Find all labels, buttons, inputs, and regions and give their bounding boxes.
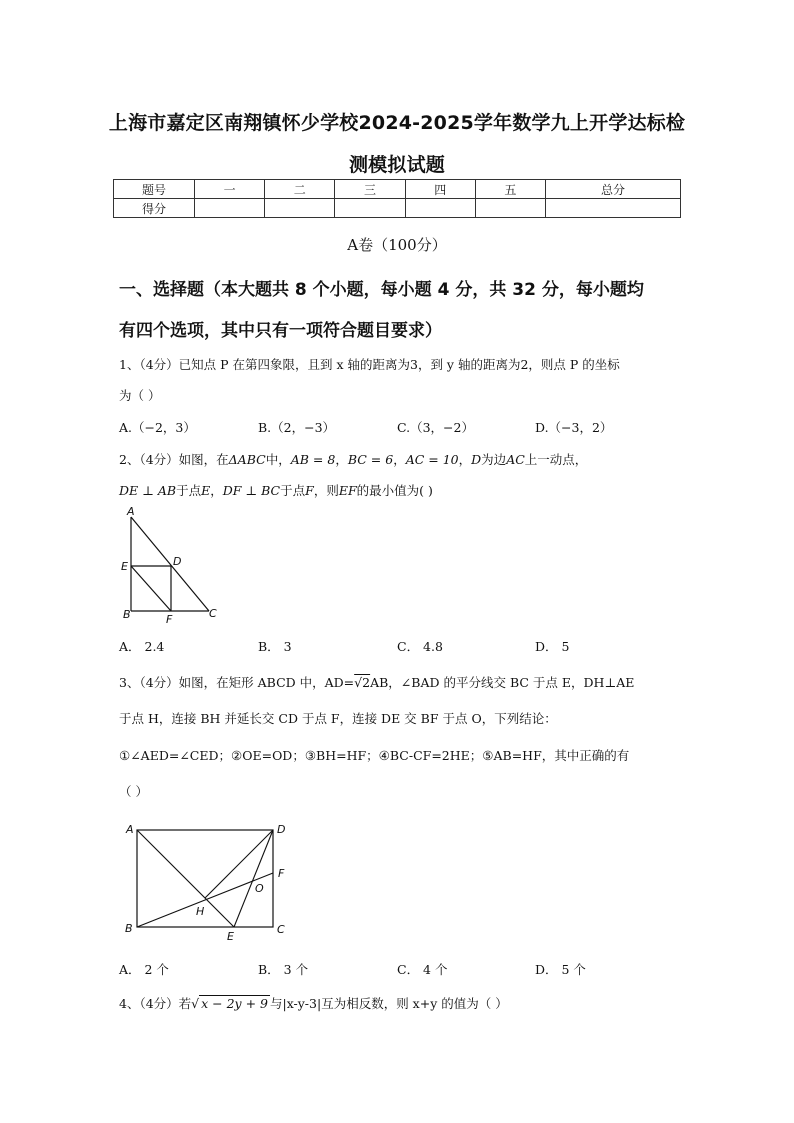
segment-ac [131, 517, 209, 611]
q2-figure [115, 505, 230, 630]
q2-text: 的最小值为( ) [356, 483, 433, 498]
q2-text: 为边 [481, 452, 507, 467]
q2-math: AC = 10 [405, 452, 459, 467]
label-o: O [255, 882, 264, 895]
score-blank [265, 199, 335, 218]
q2-math: BC = 6 [347, 452, 394, 467]
part1-heading-line1: 一、选择题（本大题共 8 个小题，每小题 4 分，共 32 分，每小题均 [119, 280, 644, 300]
q1-option-b: B.（2，−3） [258, 420, 336, 435]
section-a-title: A卷（100分） [347, 236, 447, 254]
q2-math: DF ⊥ BC [222, 483, 281, 498]
q3-stem-line3: ①∠AED=∠CED；②OE=OD；③BH=HF；④BC-CF=2HE；⑤AB=HF，其中正确的有 [119, 748, 630, 763]
q2-text: 2、（4分）如图，在 [119, 452, 229, 467]
label-f: F [278, 867, 285, 880]
label-f: F [166, 613, 173, 626]
score-blank [475, 199, 545, 218]
score-cell-5: 五 [475, 180, 545, 199]
sqrt-sign-icon: √ [191, 996, 200, 1011]
q4-text: 与|x-y-3|互为相反数，则 x+y 的值为（ ） [269, 996, 508, 1011]
score-cell-total: 总分 [546, 180, 681, 199]
q2-text: ， [458, 452, 472, 467]
score-table-score-row [114, 199, 681, 218]
score-cell-label: 题号 [114, 180, 195, 199]
score-cell-3: 三 [335, 180, 405, 199]
score-blank [546, 199, 681, 218]
q4-stem-line1 [119, 994, 508, 1012]
q1-option-d: D.（−3，2） [535, 420, 613, 435]
label-c: C [277, 923, 285, 936]
q3-option-b: B． 3 个 [258, 962, 309, 977]
label-c: C [209, 607, 217, 620]
q2-math: DE ⊥ AB [119, 483, 177, 498]
q3-stem-line2: 于点 H，连接 BH 并延长交 CD 于点 F，连接 DE 交 BF 于点 O，下列结论： [119, 711, 557, 726]
q2-option-d: D． 5 [535, 639, 570, 654]
q2-math: ΔABC [228, 452, 266, 467]
segment-bf [137, 873, 273, 927]
label-a: A [127, 505, 135, 518]
exam-title-line1: 上海市嘉定区南翔镇怀少学校2024-2025学年数学九上开学达标检 [108, 112, 686, 134]
label-e: E [227, 930, 234, 943]
segment-ae [137, 830, 234, 927]
q2-text: 上一动点， [524, 452, 588, 467]
part1-heading-line2: 有四个选项，其中只有一项符合题目要求） [119, 321, 442, 341]
score-cell-1: 一 [195, 180, 265, 199]
segment-ef [131, 566, 171, 611]
score-row-label: 得分 [114, 199, 195, 218]
q2-text: 中， [265, 452, 291, 467]
score-table [113, 179, 681, 218]
segment-de [234, 830, 273, 927]
label-a: A [126, 823, 134, 836]
q2-option-a: A． 2.4 [119, 639, 165, 654]
q3-option-a: A． 2 个 [119, 962, 169, 977]
label-d: D [173, 555, 182, 568]
q3-text: AB，∠BAD 的平分线交 BC 于点 E，DH⊥AE [370, 675, 635, 690]
q4-radicand: x − 2y + 9 [201, 996, 268, 1011]
exam-title-line2: 测模拟试题 [348, 154, 445, 176]
q3-text: 3、（4分）如图，在矩形 ABCD 中，AD= [119, 675, 355, 690]
score-cell-2: 二 [265, 180, 335, 199]
q3-option-d: D． 5 个 [535, 962, 586, 977]
q4-text: 4、（4分）若 [119, 996, 192, 1011]
label-h: H [196, 905, 205, 918]
q2-option-c: C． 4.8 [397, 639, 443, 654]
q2-stem-line1 [119, 450, 587, 468]
q2-math: EF [338, 483, 357, 498]
score-blank [335, 199, 405, 218]
score-blank [195, 199, 265, 218]
q1-option-c: C.（3，−2） [397, 420, 474, 435]
rectangle-abcd [137, 830, 273, 927]
q3-stem-line4: （ ） [119, 784, 148, 799]
score-cell-4: 四 [405, 180, 475, 199]
label-e: E [121, 560, 128, 573]
q2-stem-line2 [119, 481, 433, 499]
label-b: B [125, 922, 133, 935]
q2-math: D [471, 452, 482, 467]
q2-text: 于点 [280, 483, 306, 498]
q1-stem-line1: 1、（4分）已知点 P 在第四象限，且到 x 轴的距离为3，到 y 轴的距离为2，则点 P 的坐标 [119, 357, 620, 372]
q2-math: E [201, 483, 211, 498]
q3-stem-line1 [119, 673, 634, 691]
q2-text: ， [210, 483, 223, 498]
label-d: D [277, 823, 286, 836]
score-table-header-row [114, 180, 681, 199]
q3-sqrt2: √2 [354, 675, 371, 690]
q3-option-c: C． 4 个 [397, 962, 448, 977]
q2-text: ，则 [313, 483, 339, 498]
q2-text: ， [393, 452, 406, 467]
q2-math: F [305, 483, 314, 498]
q1-stem-line2: 为（ ） [119, 388, 161, 403]
score-blank [405, 199, 475, 218]
q2-math: AC [506, 452, 525, 467]
label-b: B [123, 608, 131, 621]
q1-option-a: A.（−2，3） [119, 420, 196, 435]
q2-option-b: B． 3 [258, 639, 292, 654]
q2-text: 于点 [176, 483, 202, 498]
q2-text: ， [335, 452, 348, 467]
q2-math: AB = 8 [290, 452, 336, 467]
q3-figure [118, 818, 298, 943]
